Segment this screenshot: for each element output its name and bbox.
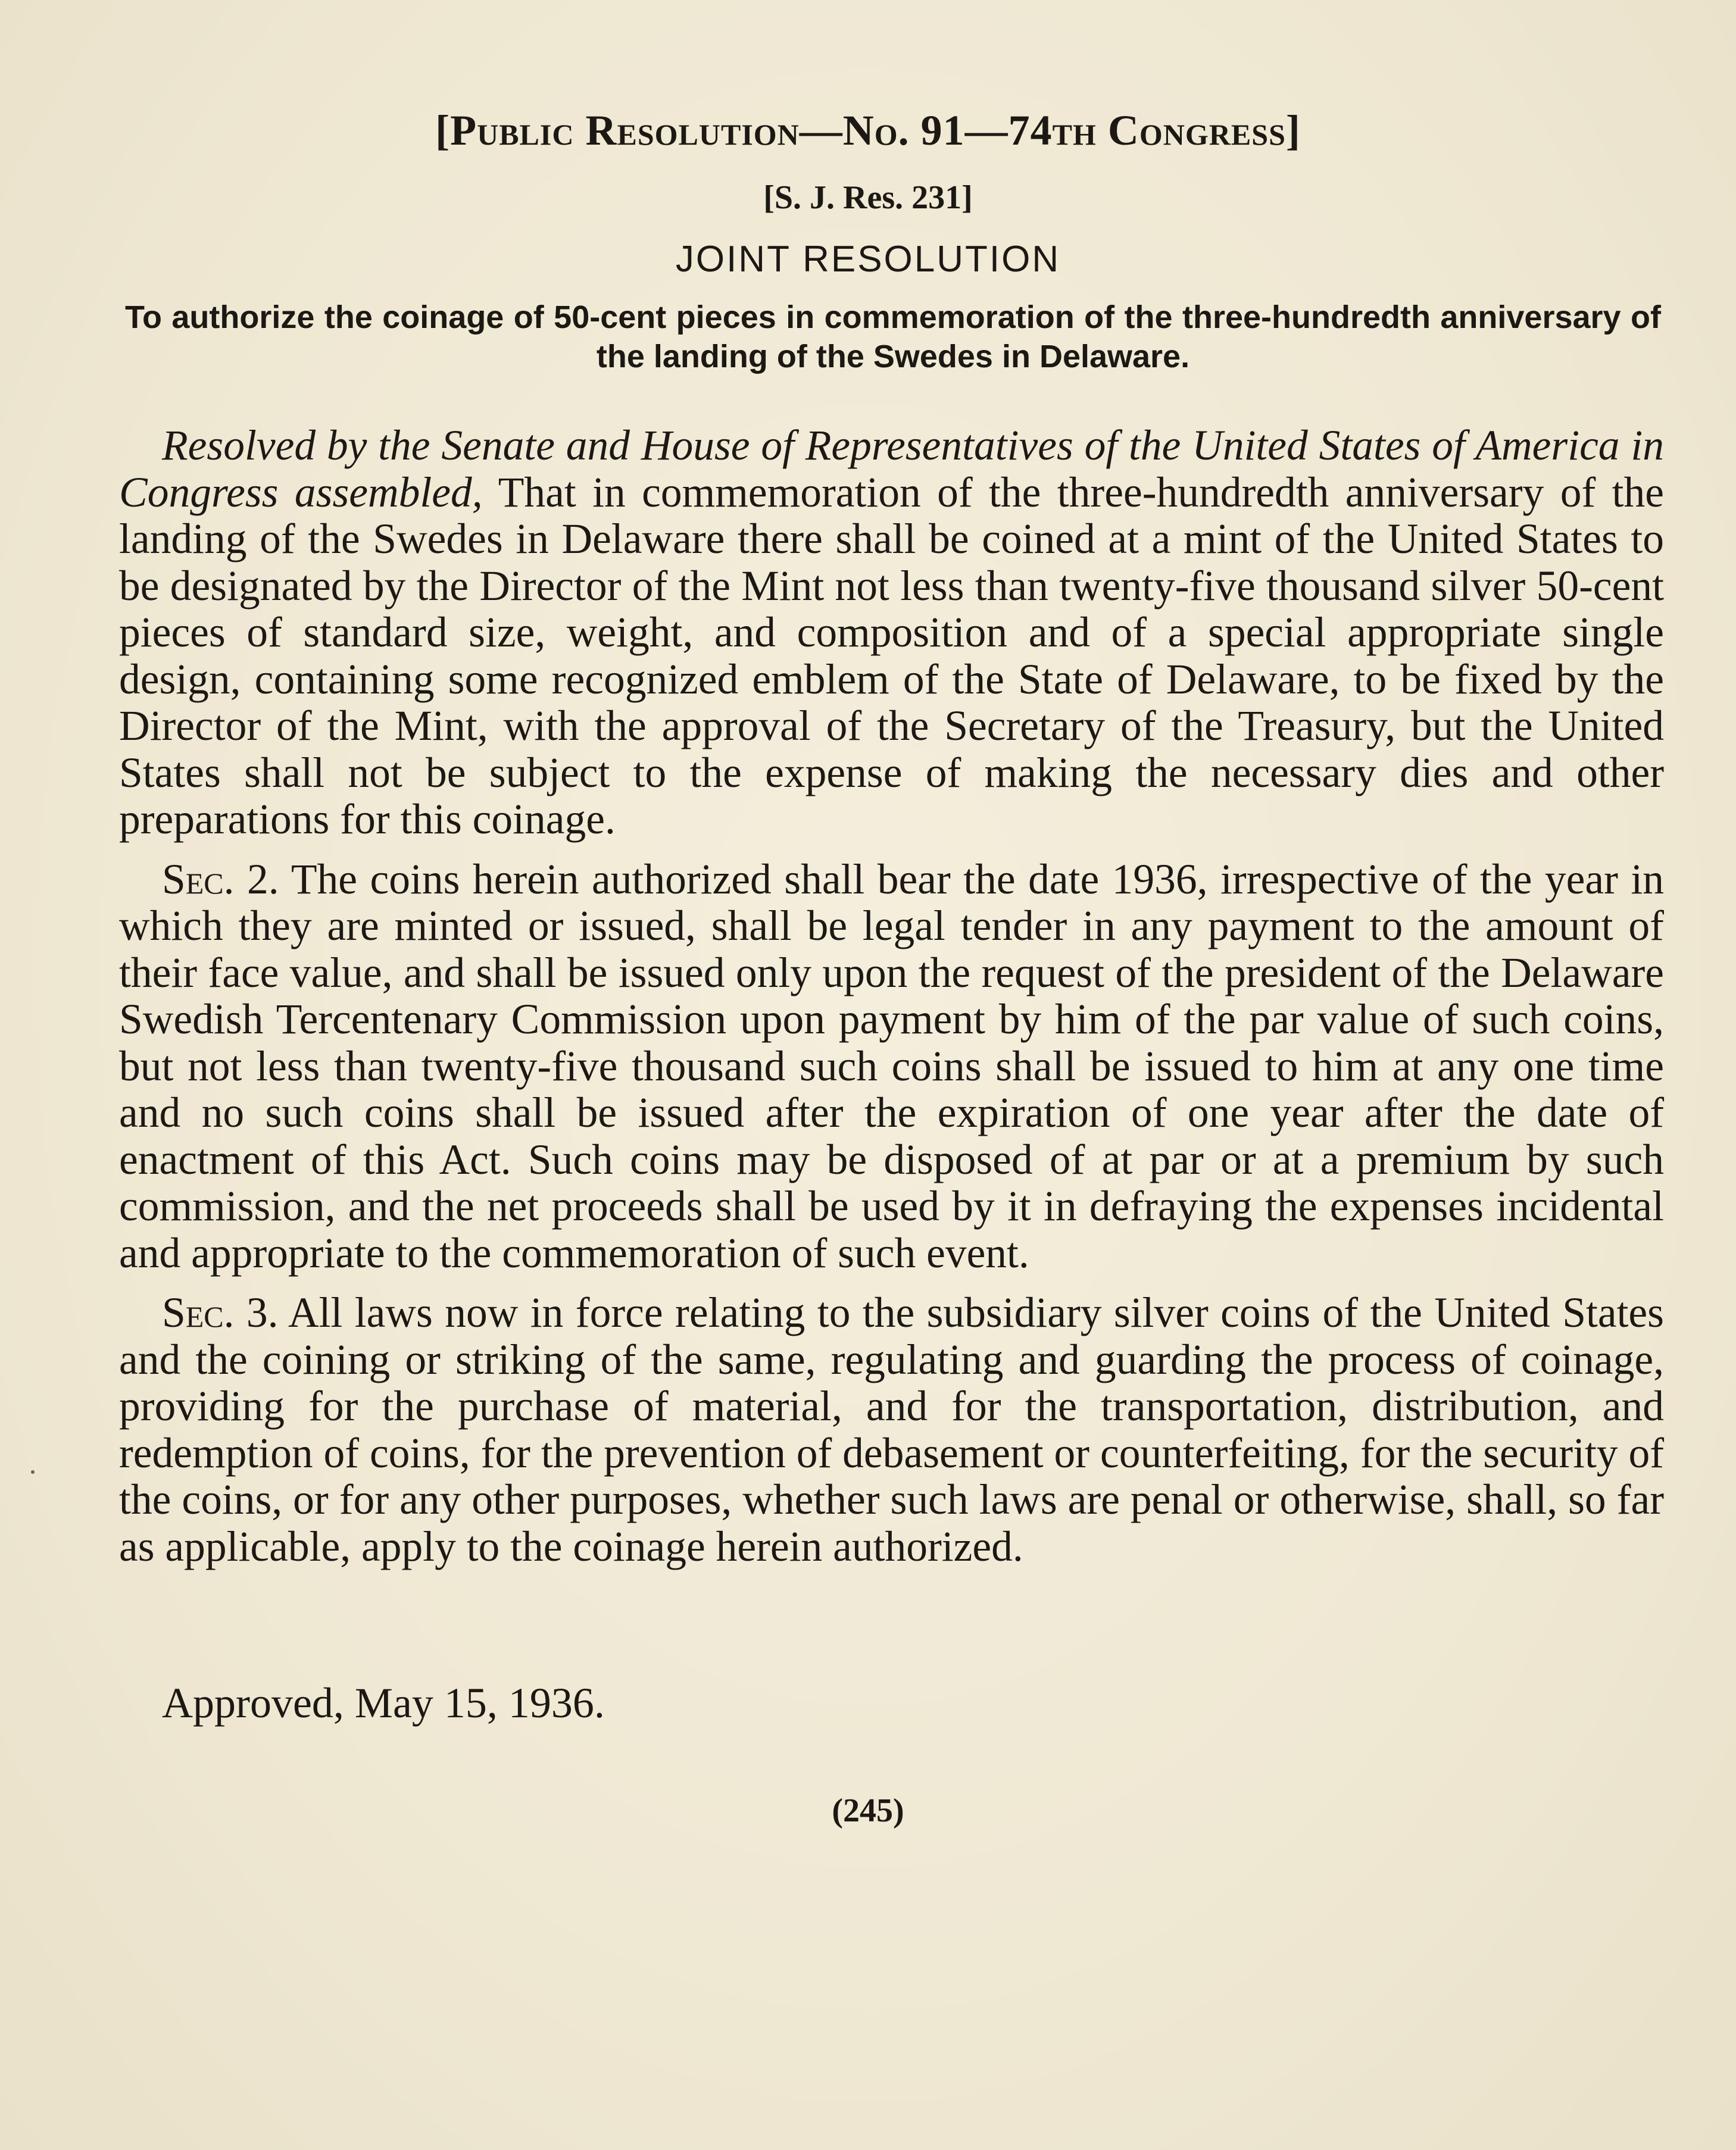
- section-1-text: That in commemoration of the three-hundredth anniversary of the landing of the Swedes in Delaware there shall be coined at a mint of the United States to be designated by the Director of the Mint not less than twenty-five thousand silver 50-cent pieces of standard size, weight, and composition and of a special appropriate single design, containing some recognized emblem of the State of Delaware, to be fixed by the Director of the Mint, with the approval of the Secretary of the Treasury, but the United States shall not be subject to the expense of making the necessary dies and other preparations for this coinage.: [119, 468, 1664, 843]
- resolution-purpose: To authorize the coinage of 50-cent pieces in commemoration of the three-hundredth anniversary of the landing of the Swedes in Delaware.: [125, 299, 1661, 374]
- resolution-body: [119, 423, 1664, 1570]
- margin-dot: [31, 1470, 35, 1474]
- section-1: [119, 423, 1664, 843]
- senate-joint-resolution-number: [S. J. Res. 231]: [763, 179, 973, 216]
- section-3-text: All laws now in force relating to the subsidiary silver coins of the United States and the coining or striking of the same, regulating and guarding the process of coinage, providing for the purchase of material, and for the transportation, distribution, and redemption of coins, for the prevention of debasement or counterfeiting, for the security of the coins, or for any other purposes, whether such laws are penal or otherwise, shall, so far as applicable, apply to the coinage herein authorized.: [119, 1289, 1664, 1570]
- enacting-clause: Resolved by the Senate and House of Representatives of the United States of America in Congress assembled,: [119, 422, 1664, 516]
- section-3-label: Sec. 3.: [162, 1289, 279, 1336]
- public-resolution-heading: [Public Resolution—No. 91—74th Congress]: [435, 107, 1301, 154]
- approval-date: Approved, May 15, 1936.: [162, 1679, 605, 1727]
- section-2-label: Sec. 2.: [162, 855, 279, 903]
- page-number: (245): [832, 1792, 904, 1829]
- section-2: [119, 857, 1664, 1277]
- document-title: JOINT RESOLUTION: [675, 239, 1061, 280]
- section-3: [119, 1290, 1664, 1570]
- section-2-text: The coins herein authorized shall bear the date 1936, irrespective of the year in which they are minted or issued, shall be legal tender in any payment to the amount of their face value, and shall be issued only upon the request of the president of the Delaware Swedish Tercentenary Commission upon payment by him of the par value of such coins, but not less than twenty-five thousand such coins shall be issued to him at any one time and no such coins shall be issued after the expiration of one year after the date of enactment of this Act. Such coins may be disposed of at par or at a premium by such commission, and the net proceeds shall be used by it in defraying the expenses incidental and appropriate to the commemoration of such event.: [119, 855, 1664, 1277]
